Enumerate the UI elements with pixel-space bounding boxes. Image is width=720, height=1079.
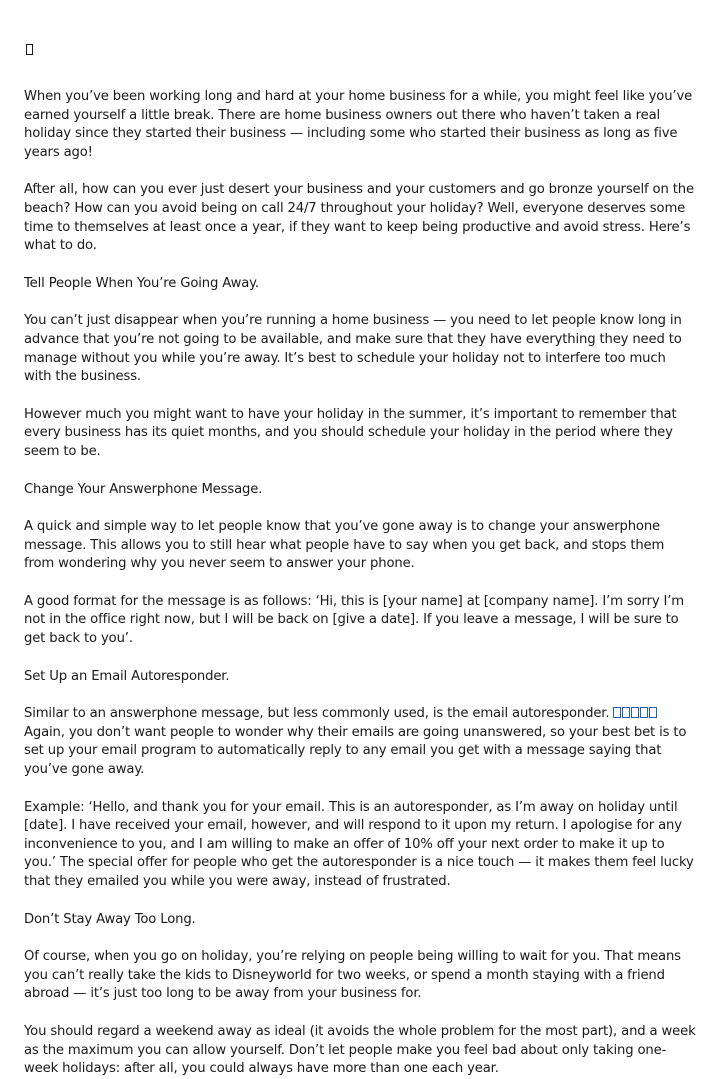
paragraph-example: Example: ‘Hello, and thank you for your email. This is an autoresponder, as I’m away on holiday until [date]. I have received your email, however, and will respond to it upon my return. I apologise for any inconvenience to you, and I am willing to make an offer of 10% off your next order to make it up to you.’ The special offer for people who get the autoresponder is a nice touch — it makes them feel lucky that they emailed you while you were away, instead of frustrated. bbox=[24, 799, 694, 889]
heading-tell-people: Tell People When You’re Going Away. bbox=[24, 275, 259, 291]
missing-glyph-icon bbox=[649, 707, 657, 718]
paragraph-autoresponder bbox=[24, 705, 696, 779]
missing-glyph-icon bbox=[613, 707, 621, 718]
missing-glyph-icon bbox=[640, 707, 648, 718]
missing-glyph-icon bbox=[26, 44, 33, 55]
paragraph-summer: However much you might want to have your holiday in the summer, it’s important to remember that every business has its quiet months, and you should schedule your holiday in the period where they seem to be. bbox=[24, 406, 677, 459]
top-glyph-row bbox=[24, 40, 696, 64]
paragraph-weekend: You should regard a weekend away as ideal (it avoids the whole problem for the most part), and a week as the maximum you can allow yourself. Don’t let people make you feel bad about only taking one-week holidays: after all, you could always have more than one each year. bbox=[24, 1023, 696, 1077]
heading-answerphone: Change Your Answerphone Message. bbox=[24, 481, 263, 497]
paragraph-relying: Of course, when you go on holiday, you’re relying on people being willing to wait for you. That means you can’t really take the kids to Disneyworld for two weeks, or spend a month staying with a friend abroad — it’s just too long to be away from your business for. bbox=[24, 949, 681, 1002]
missing-glyph-icon bbox=[622, 707, 630, 718]
heading-autoresponder: Set Up an Email Autoresponder. bbox=[24, 668, 230, 684]
paragraph-desert-business: After all, how can you ever just desert your business and your customers and go bronze yourself on the beach? How can you avoid being on call 24/7 throughout your holiday? Well, everyone deserves some time to themselves at least once a year, if they want to keep being productive and avoid stress. Here’s what to do. bbox=[24, 182, 694, 254]
paragraph-disappear: You can’t just disappear when you’re running a home business — you need to let people know long in advance that you’re not going to be available, and make sure that they have everything they need to manage without you while you’re away. It’s best to schedule your holiday not to interfere too much with the business. bbox=[24, 313, 682, 385]
paragraph-intro: When you’ve been working long and hard at your home business for a while, you might feel like you’ve earned yourself a little break. There are home business owners out there who haven’t taken a real holiday since they started their business — including some who started their business as long as five years ago! bbox=[24, 89, 693, 160]
inline-link[interactable] bbox=[613, 706, 658, 721]
autoresponder-text-after: Again, you don’t want people to wonder why their emails are going unanswered, so your best bet is to set up your email program to automatically reply to any email you get with a message saying that you’ve gone away. bbox=[24, 724, 687, 778]
heading-dont-stay: Don’t Stay Away Too Long. bbox=[24, 911, 196, 927]
missing-glyph-icon bbox=[631, 707, 639, 718]
paragraph-answerphone: A quick and simple way to let people know that you’ve gone away is to change your answerphone message. This allows you to still hear what people have to say when you get back, and stops them from wondering why you never seem to answer your phone. bbox=[24, 519, 665, 572]
autoresponder-text-before: Similar to an answerphone message, but less commonly used, is the email autoresponder. bbox=[24, 706, 614, 722]
paragraph-message-format: A good format for the message is as follows: ‘Hi, this is [your name] at [company name]. I’m sorry I’m not in the office right now, but I will be back on [give a date]. If you leave a message, I will be sure to get back to you’. bbox=[24, 593, 685, 647]
